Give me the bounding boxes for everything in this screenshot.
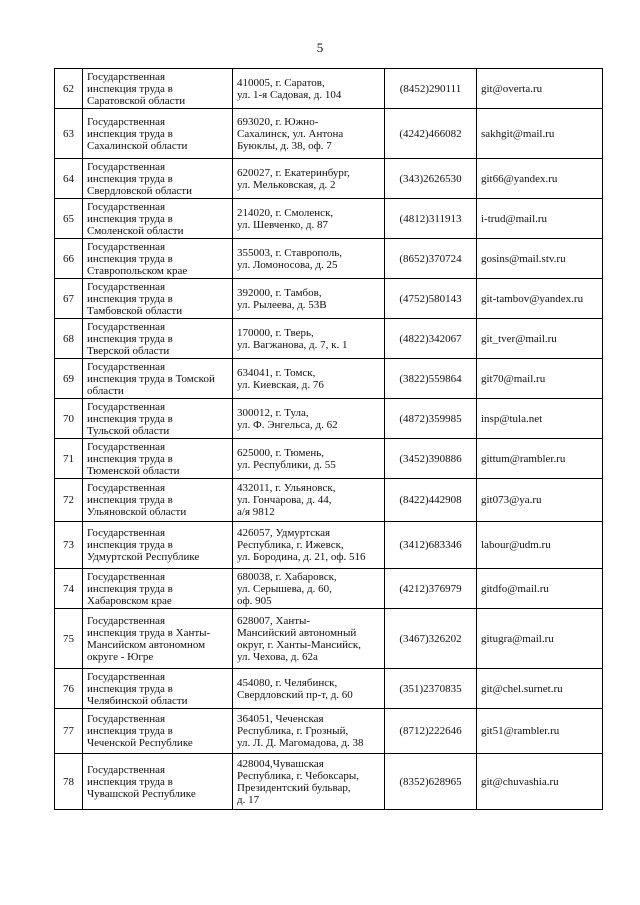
inspection-name xyxy=(83,479,233,522)
inspection-name xyxy=(83,319,233,359)
table-row xyxy=(55,709,603,754)
email-address: git@overta.ru xyxy=(477,69,603,109)
inspection-name-line: инспекция труда в xyxy=(87,332,173,345)
address xyxy=(233,669,385,709)
email-address: git@chuvashia.ru xyxy=(477,754,603,810)
phone-number: (8352)628965 xyxy=(385,754,477,810)
inspection-name-line: инспекция труда в xyxy=(87,172,173,185)
inspection-name-line: Тюменской области xyxy=(87,464,180,477)
email-address: git70@mail.ru xyxy=(477,359,603,399)
inspection-name-line: Удмуртской Республике xyxy=(87,551,200,563)
address-line: 620027, г. Екатеринбург, xyxy=(237,166,350,179)
inspection-name-line: Ставропольском крае xyxy=(87,264,188,277)
inspection-name-line: области xyxy=(87,384,124,397)
inspection-name xyxy=(83,279,233,319)
inspection-registry-table xyxy=(54,68,603,810)
table-row xyxy=(55,279,603,319)
inspection-name-line: Государственная xyxy=(87,360,166,373)
address-line: 364051, Чеченская xyxy=(237,713,324,725)
phone-number: (3452)390886 xyxy=(385,439,477,479)
inspection-name-line: Государственная xyxy=(87,400,166,413)
address xyxy=(233,522,385,569)
inspection-name-line: Саратовской области xyxy=(87,94,186,107)
row-number: 74 xyxy=(55,569,83,609)
inspection-name-line: Сахалинской области xyxy=(87,139,188,152)
inspection-name xyxy=(83,359,233,399)
address-line: 628007, Ханты- xyxy=(237,614,311,627)
inspection-name-line: инспекция труда в xyxy=(87,212,173,225)
row-number: 70 xyxy=(55,399,83,439)
inspection-name-line: Государственная xyxy=(87,240,166,253)
phone-number: (3467)326202 xyxy=(385,609,477,669)
email-address: sakhgit@mail.ru xyxy=(477,109,603,159)
inspection-name-line: Хабаровском крае xyxy=(87,594,172,607)
inspection-name-line: Государственная xyxy=(87,614,166,627)
table-row xyxy=(55,199,603,239)
table-row xyxy=(55,319,603,359)
table-row xyxy=(55,359,603,399)
phone-number: (4812)311913 xyxy=(385,199,477,239)
row-number: 63 xyxy=(55,109,83,159)
address-line: 300012, г. Тула, xyxy=(237,406,309,419)
inspection-name-line: Тверской области xyxy=(87,344,170,357)
table-row xyxy=(55,754,603,810)
table-row xyxy=(55,479,603,522)
email-address: gitdfo@mail.ru xyxy=(477,569,603,609)
inspection-name-line: Государственная xyxy=(87,320,166,333)
address-line: 355003, г. Ставрополь, xyxy=(237,246,342,259)
inspection-name-line: Государственная xyxy=(87,713,166,725)
address-line: 454080, г. Челябинск, xyxy=(237,676,338,689)
email-address: git51@rambler.ru xyxy=(477,709,603,754)
phone-number: (4212)376979 xyxy=(385,569,477,609)
row-number: 78 xyxy=(55,754,83,810)
email-address: git66@yandex.ru xyxy=(477,159,603,199)
inspection-name-line: Ульяновской области xyxy=(87,506,187,518)
row-number: 67 xyxy=(55,279,83,319)
address xyxy=(233,159,385,199)
address xyxy=(233,359,385,399)
inspection-name xyxy=(83,709,233,754)
inspection-name-line: Государственная xyxy=(87,482,166,494)
inspection-name-line: инспекция труда в xyxy=(87,582,173,595)
inspection-name-line: Чувашской Республике xyxy=(87,787,196,800)
row-number: 77 xyxy=(55,709,83,754)
address-line: 214020, г. Смоленск, xyxy=(237,206,334,219)
address-line: ул. 1-я Садовая, д. 104 xyxy=(237,88,342,101)
inspection-name-line: Мансийском автономном xyxy=(87,638,206,651)
inspection-name-line: Государственная xyxy=(87,670,166,683)
address-line: ул. Шевченко, д. 87 xyxy=(237,218,328,231)
address-line: ул. Ломоносова, д. 25 xyxy=(237,258,338,271)
inspection-name-line: инспекция труда в Томской xyxy=(87,372,215,385)
inspection-name-line: инспекция труда в xyxy=(87,452,173,465)
table-row xyxy=(55,439,603,479)
inspection-name-line: инспекция труда в xyxy=(87,82,173,95)
address-line: 426057, Удмуртская xyxy=(237,527,331,539)
phone-number: (8422)442908 xyxy=(385,479,477,522)
address xyxy=(233,754,385,810)
table-row xyxy=(55,669,603,709)
phone-number: (4752)580143 xyxy=(385,279,477,319)
inspection-name-line: инспекция труда в Ханты- xyxy=(87,626,211,639)
inspection-name-line: округе - Югре xyxy=(87,650,154,663)
phone-number: (3412)683346 xyxy=(385,522,477,569)
page-number: 5 xyxy=(316,40,324,55)
inspection-name-line: Государственная xyxy=(87,160,166,173)
inspection-name-line: Государственная xyxy=(87,115,166,128)
inspection-name xyxy=(83,569,233,609)
phone-number: (4242)466082 xyxy=(385,109,477,159)
phone-number: (4822)342067 xyxy=(385,319,477,359)
address xyxy=(233,479,385,522)
address xyxy=(233,239,385,279)
inspection-name-line: Государственная xyxy=(87,440,166,453)
phone-number: (343)2626530 xyxy=(385,159,477,199)
address-line: округ, г. Ханты-Мансийск, xyxy=(237,638,361,651)
address xyxy=(233,319,385,359)
inspection-name-line: Тамбовской области xyxy=(87,304,183,317)
phone-number: (8712)222646 xyxy=(385,709,477,754)
address-line: 680038, г. Хабаровск, xyxy=(237,570,337,583)
row-number: 69 xyxy=(55,359,83,399)
inspection-name-line: Смоленской области xyxy=(87,224,184,237)
inspection-name-line: инспекция труда в xyxy=(87,292,173,305)
address xyxy=(233,609,385,669)
address-line: 428004,Чувашская xyxy=(237,757,324,770)
row-number: 71 xyxy=(55,439,83,479)
row-number: 66 xyxy=(55,239,83,279)
address-line: Республика, г. Грозный, xyxy=(237,725,349,737)
address-line: 625000, г. Тюмень, xyxy=(237,446,325,459)
inspection-name xyxy=(83,69,233,109)
row-number: 68 xyxy=(55,319,83,359)
inspection-name-line: Государственная xyxy=(87,570,166,583)
row-number: 72 xyxy=(55,479,83,522)
address xyxy=(233,69,385,109)
inspection-name-line: инспекция труда в xyxy=(87,775,173,788)
address-line: Республика, г. Ижевск, xyxy=(237,539,344,551)
email-address: gittum@rambler.ru xyxy=(477,439,603,479)
row-number: 73 xyxy=(55,522,83,569)
address xyxy=(233,199,385,239)
inspection-name-line: Государственная xyxy=(87,763,166,776)
table-row xyxy=(55,109,603,159)
inspection-name xyxy=(83,199,233,239)
inspection-name-line: Государственная xyxy=(87,200,166,213)
row-number: 76 xyxy=(55,669,83,709)
address-line: ул. Л. Д. Магомадова, д. 38 xyxy=(237,737,364,749)
row-number: 75 xyxy=(55,609,83,669)
address-line: д. 17 xyxy=(237,793,260,806)
inspection-name xyxy=(83,109,233,159)
inspection-name-line: Челябинской области xyxy=(87,694,188,707)
inspection-name xyxy=(83,439,233,479)
inspection-name-line: инспекция труда в xyxy=(87,494,173,506)
address-line: ул. Чехова, д. 62а xyxy=(237,650,318,663)
address-line: 410005, г. Саратов, xyxy=(237,76,325,89)
table-row xyxy=(55,239,603,279)
inspection-name-line: Государственная xyxy=(87,527,166,539)
phone-number: (8452)290111 xyxy=(385,69,477,109)
email-address: insp@tula.net xyxy=(477,399,603,439)
phone-number: (351)2370835 xyxy=(385,669,477,709)
address-line: 170000, г. Тверь, xyxy=(237,326,314,339)
inspection-name-line: Свердловской области xyxy=(87,184,192,197)
address-line: 634041, г. Томск, xyxy=(237,366,316,379)
table-row xyxy=(55,609,603,669)
phone-number: (4872)359985 xyxy=(385,399,477,439)
inspection-name-line: Государственная xyxy=(87,70,166,83)
row-number: 65 xyxy=(55,199,83,239)
address-line: ул. Киевская, д. 76 xyxy=(237,378,324,391)
inspection-name-line: инспекция труда в xyxy=(87,412,173,425)
address-line: Президентский бульвар, xyxy=(237,781,351,794)
inspection-name xyxy=(83,522,233,569)
inspection-name-line: Чеченской Республике xyxy=(87,737,193,749)
inspection-name-line: инспекция труда в xyxy=(87,127,173,140)
address-line: ул. Ф. Энгельса, д. 62 xyxy=(237,418,338,431)
table-row xyxy=(55,69,603,109)
address-line: ул. Республики, д. 55 xyxy=(237,458,336,471)
address-line: ул. Бородина, д. 21, оф. 516 xyxy=(237,551,366,563)
address-line: Буюклы, д. 38, оф. 7 xyxy=(237,139,332,152)
email-address: git_tver@mail.ru xyxy=(477,319,603,359)
address-line: оф. 905 xyxy=(237,594,272,607)
address-line: а/я 9812 xyxy=(237,506,275,518)
inspection-name xyxy=(83,399,233,439)
table-row xyxy=(55,522,603,569)
address-line: 432011, г. Ульяновск, xyxy=(237,482,336,494)
address-line: 693020, г. Южно- xyxy=(237,115,319,128)
inspection-name-line: Тульской области xyxy=(87,424,170,437)
table-body xyxy=(55,69,603,810)
address-line: ул. Гончарова, д. 44, xyxy=(237,494,332,506)
inspection-name-line: инспекция труда в xyxy=(87,252,173,265)
email-address: i-trud@mail.ru xyxy=(477,199,603,239)
address-line: 392000, г. Тамбов, xyxy=(237,286,322,299)
address-line: ул. Мельковская, д. 2 xyxy=(237,178,336,191)
table-row xyxy=(55,159,603,199)
email-address: labour@udm.ru xyxy=(477,522,603,569)
email-address: gitugra@mail.ru xyxy=(477,609,603,669)
address-line: ул. Рылеева, д. 53В xyxy=(237,298,327,311)
address xyxy=(233,399,385,439)
address-line: ул. Вагжанова, д. 7, к. 1 xyxy=(237,338,348,351)
address-line: Мансийский автономный xyxy=(237,626,357,639)
email-address: gosins@mail.stv.ru xyxy=(477,239,603,279)
address-line: ул. Серышева, д. 60, xyxy=(237,582,332,595)
inspection-name-line: Государственная xyxy=(87,280,166,293)
phone-number: (3822)559864 xyxy=(385,359,477,399)
inspection-name xyxy=(83,754,233,810)
inspection-name-line: инспекция труда в xyxy=(87,682,173,695)
table-row xyxy=(55,399,603,439)
address xyxy=(233,439,385,479)
address-line: Сахалинск, ул. Антона xyxy=(237,127,344,140)
email-address: git073@ya.ru xyxy=(477,479,603,522)
inspection-name xyxy=(83,239,233,279)
address-line: Республика, г. Чебоксары, xyxy=(237,769,360,782)
table-row xyxy=(55,569,603,609)
address xyxy=(233,109,385,159)
address xyxy=(233,569,385,609)
address xyxy=(233,279,385,319)
inspection-name-line: инспекция труда в xyxy=(87,539,173,551)
email-address: git-tambov@yandex.ru xyxy=(477,279,603,319)
phone-number: (8652)370724 xyxy=(385,239,477,279)
row-number: 64 xyxy=(55,159,83,199)
email-address: git@chel.surnet.ru xyxy=(477,669,603,709)
inspection-name-line: инспекция труда в xyxy=(87,725,173,737)
address xyxy=(233,709,385,754)
inspection-name xyxy=(83,669,233,709)
row-number: 62 xyxy=(55,69,83,109)
inspection-name xyxy=(83,159,233,199)
address-line: Свердловский пр-т, д. 60 xyxy=(237,688,353,701)
inspection-name xyxy=(83,609,233,669)
